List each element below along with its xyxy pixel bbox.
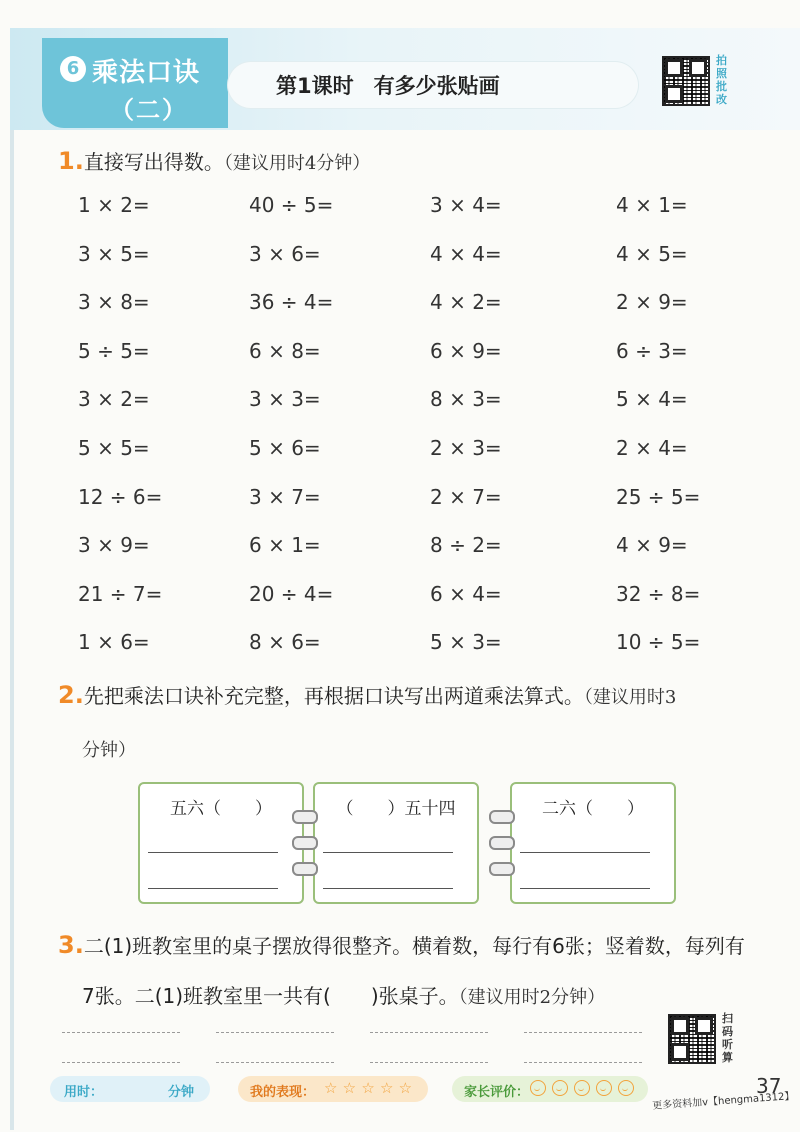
question-1-hint: （建议用时4分钟） — [223, 153, 371, 174]
arithmetic-problem: 3 × 9= — [78, 533, 150, 558]
answer-line[interactable] — [370, 1032, 488, 1033]
scan-listen-label: 扫码听算 — [722, 1012, 733, 1064]
arithmetic-problem: 5 × 6= — [249, 436, 321, 460]
arithmetic-problem: 2 × 3= — [430, 436, 502, 460]
rhyme-card-label: 五六（ ） — [170, 799, 272, 819]
arithmetic-problem: 20 ÷ 4= — [249, 581, 334, 606]
answer-line[interactable] — [520, 888, 650, 889]
question-3-text-cont: 7张。二(1)班教室里一共有( )张桌子。 — [82, 984, 459, 1008]
arithmetic-problem: 4 × 9= — [616, 533, 688, 558]
arithmetic-problem: 6 ÷ 3= — [616, 338, 688, 363]
answer-line[interactable] — [62, 1062, 180, 1063]
question-3-hint: （建议用时2分钟） — [458, 987, 606, 1008]
lesson-name: 有多少张贴画 — [373, 74, 500, 98]
arithmetic-problem: 3 × 7= — [249, 484, 321, 509]
rhyme-card-1 — [138, 782, 304, 904]
question-1-heading — [58, 146, 370, 175]
arithmetic-problem: 2 × 4= — [616, 436, 688, 460]
answer-line[interactable] — [148, 852, 278, 853]
arithmetic-problem: 21 ÷ 7= — [78, 581, 163, 606]
question-3-text: 二(1)班教室里的桌子摆放得很整齐。横着数，每行有6张；竖着数，每列有 — [83, 934, 745, 958]
arithmetic-problem: 1 × 2= — [78, 193, 150, 217]
arithmetic-problem: 4 × 2= — [430, 290, 502, 315]
question-2-hint: （建议用时3 — [583, 687, 677, 708]
question-2-text: 先把乘法口诀补充完整，再根据口诀写出两道乘法算式。 — [83, 684, 584, 708]
smiley-icon[interactable] — [574, 1080, 590, 1096]
binder-ring-icon — [489, 862, 515, 876]
rhyme-card-label: 二六（ ） — [542, 799, 644, 819]
lesson-number: 第1课时 — [276, 74, 354, 98]
rhyme-card-3 — [510, 782, 676, 904]
smiley-rating[interactable] — [524, 1080, 634, 1096]
arithmetic-problem: 4 × 4= — [430, 241, 502, 266]
lesson-title — [276, 70, 500, 100]
arithmetic-problem: 12 ÷ 6= — [78, 484, 163, 509]
lesson-title-bar — [228, 62, 638, 108]
arithmetic-problem: 2 × 7= — [430, 484, 502, 509]
question-3-number: 3. — [58, 931, 84, 959]
watermark: 更多资料加v【hengma1312】 — [651, 1091, 795, 1112]
time-used-field — [50, 1076, 210, 1102]
photo-grading-label: 拍照批改 — [716, 54, 727, 106]
binder-ring-icon — [292, 836, 318, 850]
unit-number-icon: 6 — [60, 56, 86, 82]
unit-subtitle: （二） — [110, 96, 188, 124]
arithmetic-problem: 6 × 8= — [249, 338, 321, 363]
arithmetic-problem: 25 ÷ 5= — [616, 484, 701, 509]
arithmetic-problem: 4 × 5= — [616, 241, 688, 266]
question-1-number: 1. — [58, 147, 84, 175]
unit-title: 乘法口诀 — [92, 58, 201, 88]
arithmetic-problem: 40 ÷ 5= — [249, 193, 334, 217]
page-edge — [10, 30, 14, 1130]
qr-code-icon[interactable] — [662, 56, 710, 106]
smiley-icon[interactable] — [552, 1080, 568, 1096]
arithmetic-problem: 3 × 3= — [249, 387, 321, 412]
answer-line[interactable] — [524, 1032, 642, 1033]
rhyme-card-2 — [313, 782, 479, 904]
answer-line[interactable] — [323, 888, 453, 889]
question-3-line-2 — [82, 980, 605, 1009]
arithmetic-problem: 8 ÷ 2= — [430, 533, 502, 558]
arithmetic-problem: 6 × 9= — [430, 338, 502, 363]
parent-review-field — [452, 1076, 648, 1102]
question-2-number: 2. — [58, 681, 84, 709]
smiley-icon[interactable] — [596, 1080, 612, 1096]
answer-line[interactable] — [520, 852, 650, 853]
arithmetic-problem: 1 × 6= — [78, 630, 150, 655]
binder-ring-icon — [292, 810, 318, 824]
performance-label: 我的表现： — [250, 1085, 316, 1100]
arithmetic-problem: 6 × 4= — [430, 581, 502, 606]
arithmetic-problem: 2 × 9= — [616, 290, 688, 315]
binder-ring-icon — [489, 810, 515, 824]
arithmetic-problem: 6 × 1= — [249, 533, 321, 558]
answer-line[interactable] — [323, 852, 453, 853]
question-1-text: 直接写出得数。 — [83, 150, 224, 174]
arithmetic-problem: 5 × 5= — [78, 436, 150, 460]
smiley-icon[interactable] — [530, 1080, 546, 1096]
qr-code-icon[interactable] — [668, 1014, 716, 1064]
arithmetic-problem: 3 × 5= — [78, 241, 150, 266]
rhyme-card-label: （ ）五十四 — [336, 799, 456, 819]
arithmetic-problem: 10 ÷ 5= — [616, 630, 701, 655]
arithmetic-problem: 5 ÷ 5= — [78, 338, 150, 363]
answer-line[interactable] — [524, 1062, 642, 1063]
arithmetic-problem: 3 × 4= — [430, 193, 502, 217]
arithmetic-problem: 8 × 6= — [249, 630, 321, 655]
unit-tab — [42, 38, 228, 128]
arithmetic-problem: 3 × 2= — [78, 387, 150, 412]
question-3-heading — [58, 930, 745, 959]
smiley-icon[interactable] — [618, 1080, 634, 1096]
arithmetic-problem: 8 × 3= — [430, 387, 502, 412]
binder-ring-icon — [489, 836, 515, 850]
arithmetic-problem: 5 × 3= — [430, 630, 502, 655]
arithmetic-problem: 36 ÷ 4= — [249, 290, 334, 315]
binder-ring-icon — [292, 862, 318, 876]
arithmetic-problem: 4 × 1= — [616, 193, 688, 217]
answer-line[interactable] — [62, 1032, 180, 1033]
arithmetic-problem: 3 × 6= — [249, 241, 321, 266]
time-label: 用时： — [64, 1085, 104, 1100]
question-2-heading — [58, 680, 676, 709]
answer-line[interactable] — [216, 1032, 334, 1033]
star-rating-icon[interactable]: ☆ ☆ ☆ ☆ ☆ — [324, 1079, 413, 1097]
answer-line[interactable] — [148, 888, 278, 889]
performance-field — [238, 1076, 428, 1102]
parent-review-label: 家长评价： — [464, 1085, 530, 1100]
arithmetic-problem: 5 × 4= — [616, 387, 688, 412]
answer-line[interactable] — [370, 1062, 488, 1063]
answer-line[interactable] — [216, 1062, 334, 1063]
arithmetic-problem: 32 ÷ 8= — [616, 581, 701, 606]
time-unit: 分钟 — [168, 1085, 195, 1100]
question-2-hint-cont: 分钟） — [82, 740, 136, 761]
page-number: 37 — [756, 1074, 782, 1098]
arithmetic-problem: 3 × 8= — [78, 290, 150, 315]
